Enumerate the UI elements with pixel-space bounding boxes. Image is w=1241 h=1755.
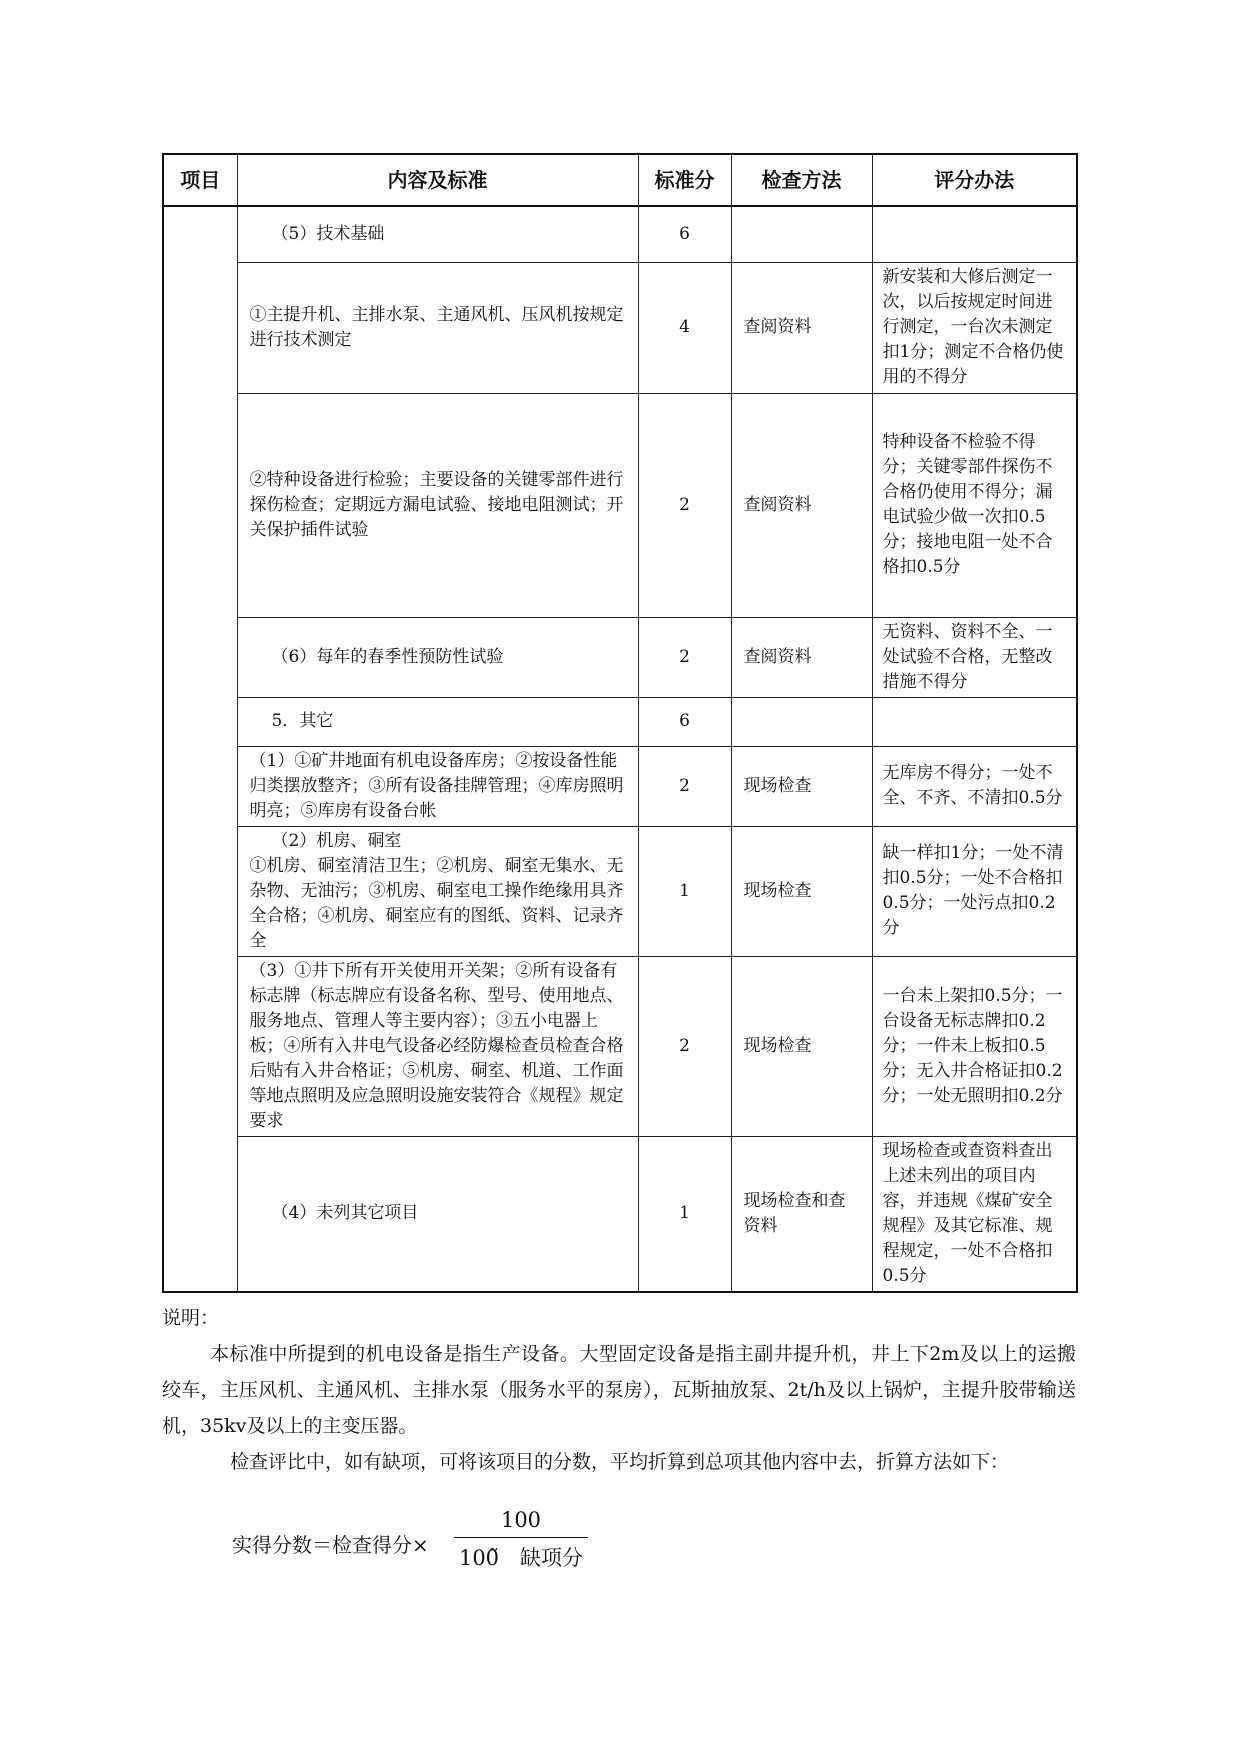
content-cell: ①主提升机、主排水泵、主通风机、压风机按规定进行技术测定 — [237, 262, 638, 393]
method-cell: 查阅资料 — [731, 617, 872, 697]
header-score: 标准分 — [638, 154, 731, 206]
rule-cell: 现场检查或查资料查出上述未列出的项目内容，并违规《煤矿安全规程》及其它标准、规程规定，一处不合格扣0.5分 — [872, 1136, 1077, 1292]
content-cell: （5）技术基础 — [237, 206, 638, 262]
table-row — [163, 956, 1077, 1136]
rule-cell — [872, 697, 1077, 746]
table-row — [163, 746, 1077, 826]
header-content: 内容及标准 — [237, 154, 638, 206]
rule-cell: 一台未上架扣0.5分；一台设备无标志牌扣0.2分；一件未上板扣0.5分；无入井合格证扣0.2分；一处无照明扣0.2分 — [872, 956, 1077, 1136]
table-header-row — [163, 154, 1077, 206]
content-subheading: （2）机房、硐室 — [271, 830, 402, 851]
rule-cell — [872, 206, 1077, 262]
score-cell: 2 — [638, 746, 731, 826]
method-cell — [731, 206, 872, 262]
method-cell: 现场检查 — [731, 956, 872, 1136]
content-cell: （3）①井下所有开关使用开关架；②所有设备有标志牌（标志牌应有设备名称、型号、使用地点、服务地点、管理人等主要内容）；③五小电器上板；④所有入井电气设备必经防爆检查员检查合格后贴有入井合格证；⑤机房、硐室、机道、工作面等地点照明及应急照明设施安装符合《规程》规定要求 — [237, 956, 638, 1136]
rule-cell: 新安装和大修后测定一次，以后按规定时间进行测定，一台次未测定扣1分；测定不合格仍使用的不得分 — [872, 262, 1077, 393]
method-cell: 查阅资料 — [731, 262, 872, 393]
formula-denominator: 100̃ 缺项分 — [458, 1546, 584, 1570]
method-cell — [731, 697, 872, 746]
content-cell: 5．其它 — [237, 697, 638, 746]
fraction-bar — [454, 1537, 588, 1538]
method-cell: 现场检查 — [731, 826, 872, 956]
score-cell: 2 — [638, 617, 731, 697]
table-row — [163, 697, 1077, 746]
content-cell — [237, 826, 638, 956]
standards-table — [162, 153, 1078, 1293]
table-row — [163, 262, 1077, 393]
item-cell-empty — [163, 206, 237, 1292]
score-cell: 4 — [638, 262, 731, 393]
formula-numerator: 100 — [500, 1508, 542, 1532]
method-cell: 现场检查 — [731, 746, 872, 826]
score-cell: 1 — [638, 826, 731, 956]
formula-lhs: 实得分数＝检查得分× — [232, 1533, 429, 1557]
table-row — [163, 617, 1077, 697]
rule-cell: 无库房不得分；一处不全、不齐、不清扣0.5分 — [872, 746, 1077, 826]
content-cell: ②特种设备进行检验；主要设备的关键零部件进行探伤检查；定期远方漏电试验、接地电阻测试；开关保护插件试验 — [237, 393, 638, 617]
score-cell: 2 — [638, 393, 731, 617]
header-method: 检查方法 — [731, 154, 872, 206]
header-rule: 评分办法 — [872, 154, 1077, 206]
table-row — [163, 393, 1077, 617]
rule-cell: 特种设备不检验不得分；关键零部件探伤不合格仍使用不得分；漏电试验少做一次扣0.5分；接地电阻一处不合格扣0.5分 — [872, 393, 1077, 617]
score-formula — [232, 1505, 632, 1581]
notes-paragraph: 本标准中所提到的机电设备是指生产设备。大型固定设备是指主副井提升机，井上下2m及以上的运搬绞车，主压风机、主通风机、主排水泵（服务水平的泵房），瓦斯抽放泵、2t/h及以上锅炉，主提升胶带输送机，35kv及以上的主变压器。 — [162, 1343, 1076, 1437]
score-cell: 1 — [638, 1136, 731, 1292]
score-cell: 2 — [638, 956, 731, 1136]
method-cell: 查阅资料 — [731, 393, 872, 617]
header-item: 项目 — [163, 154, 237, 206]
notes-heading: 说明： — [162, 1307, 220, 1329]
table-row — [163, 1136, 1077, 1292]
content-cell: （4）未列其它项目 — [237, 1136, 638, 1292]
score-cell: 6 — [638, 206, 731, 262]
table-row — [163, 206, 1077, 262]
formula-fraction — [454, 1505, 588, 1575]
score-cell: 6 — [638, 697, 731, 746]
rule-cell: 无资料、资料不全、一处试验不合格，无整改措施不得分 — [872, 617, 1077, 697]
method-cell: 现场检查和查资料 — [731, 1136, 872, 1292]
content-detail: ①机房、硐室清洁卫生；②机房、硐室无集水、无杂物、无油污；③机房、硐室电工操作绝缘用具齐全合格；④机房、硐室应有的图纸、资料、记录齐全 — [249, 855, 624, 951]
notes-paragraph: 检查评比中，如有缺项，可将该项目的分数，平均折算到总项其他内容中去，折算方法如下： — [230, 1451, 1010, 1473]
notes-section — [162, 1300, 1076, 1480]
rule-cell: 缺一样扣1分；一处不清扣0.5分；一处不合格扣0.5分；一处污点扣0.2分 — [872, 826, 1077, 956]
content-cell: （1）①矿井地面有机电设备库房；②按设备性能归类摆放整齐；③所有设备挂牌管理；④库房照明明亮；⑤库房有设备台帐 — [237, 746, 638, 826]
content-cell: （6）每年的春季性预防性试验 — [237, 617, 638, 697]
table-row — [163, 826, 1077, 956]
